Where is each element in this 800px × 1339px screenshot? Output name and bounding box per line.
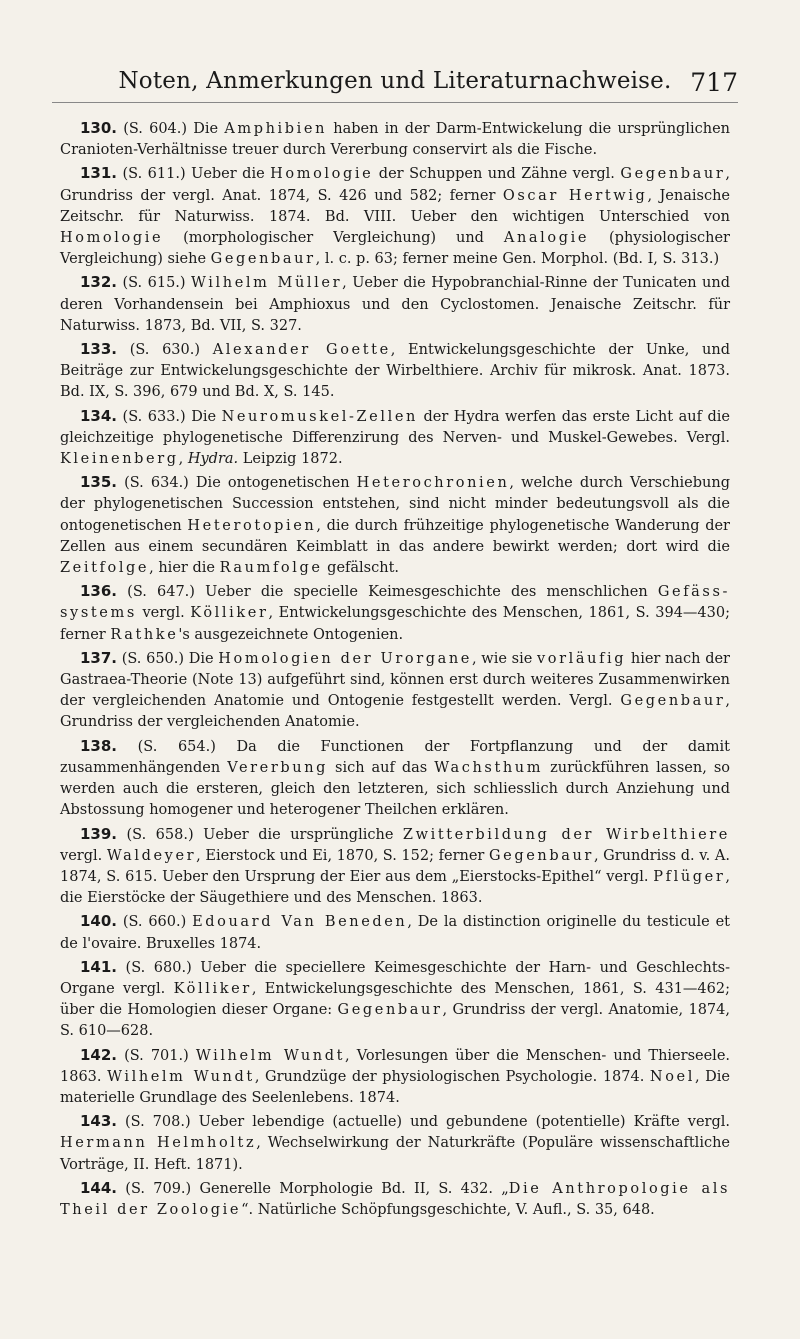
note-text: , hier die — [149, 560, 220, 577]
note-text: (S. 708.) Ueber lebendige (actuelle) und gebundene (potentielle) Kräfte vergl. — [117, 1114, 730, 1131]
note-text: , Ueber die Hypobranchial-Rinne der Tunicaten und deren Vorhandensein bei Amphioxus und den Cyclostomen. Jenaische Zeitschr. für Naturwiss. 1873, Bd. VII, S. 327. — [60, 275, 731, 334]
page-number: 717 — [690, 68, 738, 97]
note-number: 132. — [80, 273, 118, 292]
note-number: 137. — [80, 648, 118, 667]
spaced-name: Oscar Hertwig — [502, 187, 648, 204]
spaced-name: Kleinenberg — [60, 451, 179, 468]
note-number: 138. — [80, 736, 118, 755]
spaced-name: Wilhelm Wundt — [195, 1047, 346, 1064]
spaced-name: Kölliker — [173, 980, 252, 997]
note-text: Leipzig 1872. — [238, 451, 343, 468]
note-text: , wie sie — [472, 650, 537, 667]
spaced-name: Noel — [649, 1068, 695, 1085]
note-number: 139. — [80, 824, 118, 843]
spaced-name: Zeitfolge — [60, 560, 150, 577]
spaced-name: Rathke — [110, 626, 179, 643]
note-text: (S. 650.) Die — [117, 650, 219, 667]
note-number: 136. — [80, 582, 118, 601]
running-header — [52, 68, 738, 103]
spaced-name: Gegenbaur — [620, 166, 726, 183]
spaced-name: Heterochronien — [356, 475, 510, 492]
note-text: , die Eierstöcke der Säugethiere und des Menschen. 1863. — [60, 868, 730, 907]
note-paragraph — [60, 648, 730, 734]
note-text: , Jenaische Zeitschr. für Naturwiss. 1874. Bd. VIII. Ueber den wichtigen Unterschied von — [60, 187, 730, 225]
note-text: , Eierstock und Ei, 1870, S. 152; ferner — [196, 847, 489, 864]
spaced-name: Gegenbaur — [488, 847, 594, 864]
note-number: 141. — [80, 957, 118, 976]
spaced-name: Gegenbaur — [210, 251, 316, 268]
note-text: (S. 633.) Die — [117, 408, 222, 425]
note-text: , l. c. p. 63; ferner meine Gen. Morphol. (Bd. I, S. 313.) — [315, 251, 720, 268]
note-text: (morphologischer Vergleichung) und — [163, 230, 504, 247]
note-paragraph — [60, 736, 730, 822]
note-text: (physiologischer Vergleichung) siehe — [60, 230, 730, 268]
spaced-name: Gegenbaur — [337, 1002, 443, 1019]
note-text: (S. 680.) Ueber die speciellere Keimesgeschichte der Harn- und Geschlechts-Organe vergl. — [60, 959, 730, 997]
note-paragraph — [60, 118, 730, 161]
spaced-name: Gegenbaur — [620, 693, 726, 710]
note-text: (S. 660.) — [117, 914, 193, 931]
note-text: (S. 630.) — [117, 342, 213, 359]
spaced-name: Alexander Goette — [212, 342, 391, 359]
note-number: 143. — [80, 1112, 118, 1131]
spaced-name: Die Anthropologie als Theil der Zoologie — [60, 1180, 730, 1218]
note-number: 131. — [80, 164, 118, 183]
note-text: sich auf das — [328, 759, 435, 776]
note-text: (S. 701.) — [117, 1047, 196, 1064]
notes-body — [60, 118, 730, 1223]
spaced-name: Homologien der Urorgane — [218, 650, 472, 667]
spaced-name: Neuromuskel-Zellen — [221, 408, 418, 425]
note-text: , die durch frühzeitige phylogenetische Wanderung der Zellen aus einem secundären Keimblatt in das andere bewirkt werden; dort wird die — [60, 517, 730, 555]
note-number: 142. — [80, 1045, 118, 1064]
note-text: , Entwickelungsgeschichte der Unke, und Beiträge zur Entwickelungsgeschichte der Wirbelthiere. Archiv für mikrosk. Anat. 1873. Bd. IX, S. 396, 679 und Bd. X, S. 145. — [60, 342, 730, 401]
spaced-name: Wilhelm Wundt — [107, 1068, 255, 1085]
note-text: , Grundriss der vergl. Anat. 1874, S. 426 und 582; ferner — [60, 166, 730, 204]
note-number: 134. — [80, 406, 118, 425]
note-text: , Grundriss der vergl. Anatomie, 1874, S. 610—628. — [60, 1002, 730, 1040]
spaced-name: Homologie — [60, 230, 164, 247]
note-paragraph — [60, 1178, 730, 1221]
note-paragraph — [60, 911, 730, 954]
note-text: vergl. — [60, 847, 107, 864]
note-text: 's ausgezeichnete Ontogenien. — [178, 626, 404, 643]
spaced-name: Amphibien — [224, 121, 328, 137]
note-paragraph — [60, 272, 730, 337]
header-title: Noten, Anmerkungen und Literaturnachweise. — [118, 68, 672, 94]
note-text: zurückführen lassen, so werden auch die ersteren, gleich den letzteren, sich schliesslich durch Anziehung und Abstossung homogener und heterogener Theilchen erklären. — [60, 759, 730, 819]
note-paragraph — [60, 1111, 730, 1176]
note-text: (S. 654.) Da die Functionen der Fortpflanzung und der damit zusammenhängenden — [60, 738, 730, 776]
note-paragraph — [60, 824, 730, 910]
note-text: , Vorlesungen über die Menschen- und Thierseele. 1863. — [60, 1047, 731, 1085]
note-text: , Grundzüge der physiologischen Psychologie. 1874. — [254, 1068, 650, 1085]
spaced-name: Raumfolge — [219, 560, 323, 577]
note-text: , De la distinction originelle du testicule et de l'ovaire. Bruxelles 1874. — [60, 914, 730, 952]
note-text: , Entwickelungsgeschichte des Menschen, 1861, S. 394—430; ferner — [60, 605, 730, 643]
note-text: , Wechselwirkung der Naturkräfte (Populäre wissenschaftliche Vorträge, II. Heft. 1871). — [60, 1135, 730, 1173]
note-number: 144. — [80, 1178, 118, 1197]
spaced-name: Homologie — [270, 166, 374, 183]
note-text: (S. 604.) Die — [117, 121, 225, 137]
note-text: , Grundriss der vergleichenden Anatomie. — [60, 693, 730, 731]
note-number: 135. — [80, 473, 118, 492]
spaced-name: Pflüger — [653, 868, 726, 885]
note-text: (S. 634.) Die ontogenetischen — [117, 475, 357, 492]
note-text: der Schuppen und Zähne vergl. — [373, 166, 621, 183]
spaced-name: Zwitterbildung der Wirbelthiere — [402, 826, 730, 843]
note-text: , — [178, 451, 188, 468]
note-text: der Hydra werfen das erste Licht auf die gleichzeitige phylogenetische Differenzirung des Nerven- und Muskel-Gewebes. Vergl. — [60, 408, 730, 446]
note-paragraph — [60, 957, 730, 1043]
note-text: (S. 647.) Ueber die specielle Keimesgeschichte des menschlichen — [117, 584, 658, 601]
note-text: (S. 615.) — [117, 275, 192, 292]
note-number: 133. — [80, 340, 118, 359]
italic-title: Hydra. — [187, 451, 239, 468]
note-paragraph — [60, 1045, 730, 1110]
note-text: hier nach der Gastraea-Theorie (Note 13) aufgeführt sind, können erst durch weiteres Zusammenwirken der vergleichenden Anatomie und Ontogenie festgestellt werden. Vergl. — [60, 650, 730, 710]
note-text: , Die materielle Grundlage des Seelenlebens. 1874. — [60, 1068, 731, 1106]
spaced-name: Wachsthum — [434, 759, 544, 776]
spaced-name: vorläufig — [537, 650, 627, 667]
note-text: , welche durch Verschiebung der phylogenetischen Succession entstehen, sind nicht minder bedeutungsvoll als die ontogenetischen — [60, 475, 730, 534]
note-paragraph — [60, 163, 730, 270]
spaced-name: Wilhelm Müller — [191, 275, 343, 292]
spaced-name: Gefäss-systems — [60, 584, 730, 622]
note-text: (S. 658.) Ueber die ursprüngliche — [117, 826, 403, 843]
note-paragraph — [60, 472, 730, 579]
note-number: 130. — [80, 119, 118, 137]
spaced-name: Waldeyer — [106, 847, 197, 864]
spaced-name: Heterotopien — [187, 517, 317, 534]
note-text: (S. 709.) Generelle Morphologie Bd. II, S. 432. „ — [117, 1180, 509, 1197]
note-text: gefälscht. — [322, 560, 400, 577]
note-text: (S. 611.) Ueber die — [117, 166, 271, 183]
note-text: haben in der Darm-Entwickelung die ursprünglichen Cranioten-Verhältnisse treuer durch Vererbung conservirt als die Fische. — [60, 121, 730, 159]
note-paragraph — [60, 406, 730, 471]
note-text: vergl. — [136, 605, 191, 622]
note-text: , Entwickelungsgeschichte des Menschen, 1861, S. 431—462; über die Homologien dieser Organe: — [60, 980, 730, 1019]
note-paragraph — [60, 339, 730, 404]
spaced-name: Analogie — [503, 230, 590, 247]
spaced-name: Kölliker — [190, 605, 269, 622]
spaced-name: Vererbung — [227, 759, 329, 776]
note-paragraph — [60, 581, 730, 646]
note-number: 140. — [80, 912, 118, 931]
note-text: , Grundriss d. v. A. 1874, S. 615. Ueber den Ursprung der Eier aus dem „Eierstocks-Epithel“ vergl. — [60, 847, 730, 885]
spaced-name: Edouard Van Beneden — [192, 914, 408, 931]
note-text: “. Natürliche Schöpfungsgeschichte, V. Aufl., S. 35, 648. — [241, 1201, 655, 1218]
spaced-name: Hermann Helmholtz — [60, 1135, 257, 1152]
